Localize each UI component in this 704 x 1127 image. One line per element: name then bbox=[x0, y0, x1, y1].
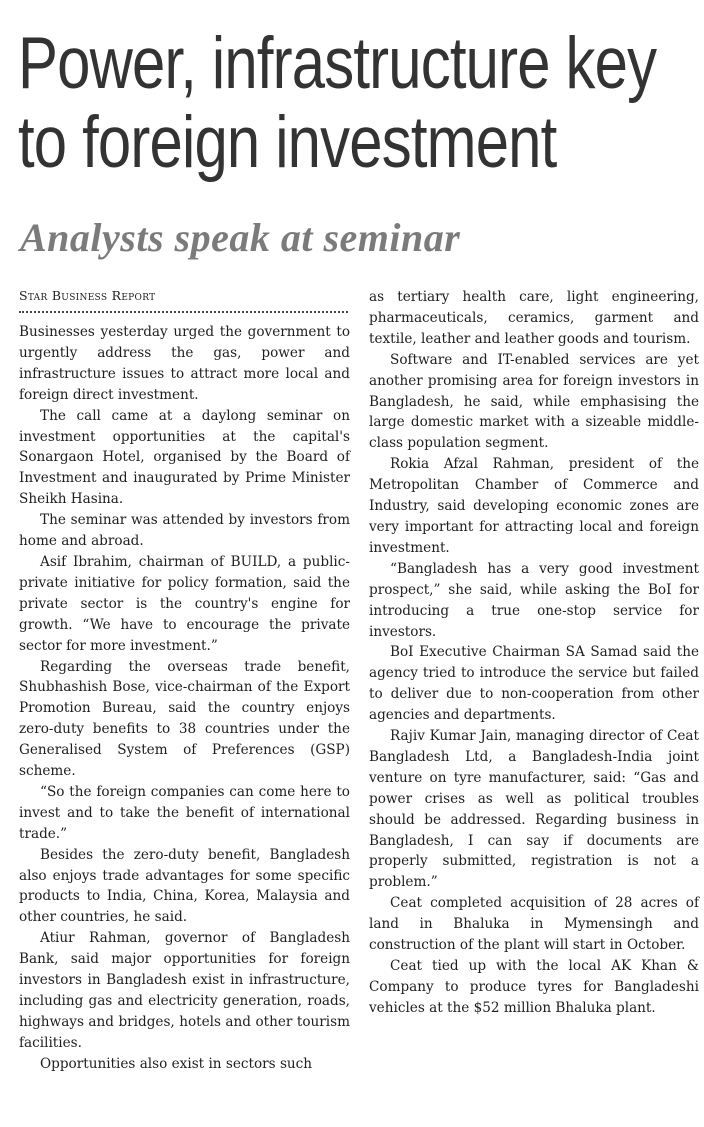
paragraph: Ceat completed acquisition of 28 acres of land in Bhaluka in Mymensingh and construction of the plant will start in October. bbox=[369, 895, 699, 954]
headline bbox=[18, 23, 657, 183]
paragraph: Ceat tied up with the local AK Khan & Company to produce tyres for Bangladeshi vehicles at the $52 million Bhaluka plant. bbox=[369, 958, 699, 1016]
paragraph: BoI Executive Chairman SA Samad said the agency tried to introduce the service but failed to deliver due to non-cooperation from other agencies and departments. bbox=[369, 644, 699, 724]
paragraph: Regarding the overseas trade benefit, Shubhashish Bose, vice-chairman of the Export Promotion Bureau, said the country enjoys zero-duty benefits to 38 countries under the Generalised System of Preferences (GSP) scheme. bbox=[19, 658, 350, 780]
article-column-left bbox=[19, 286, 350, 1075]
paragraph: Atiur Rahman, governor of Bangladesh Bank, said major opportunities for foreign investors in Bangladesh exist in infrastructure, including gas and electricity generation, roads, highways and bridges, hotels and other tourism facilities. bbox=[19, 930, 350, 1051]
paragraph: Asif Ibrahim, chairman of BUILD, a public-private initiative for policy formation, said the private sector is the country's engine for growth. “We have to encourage the private sector for more investment.” bbox=[19, 553, 350, 654]
paragraph-continued: as tertiary health care, light engineering, pharmaceuticals, ceramics, garment and textile, leather and leather goods and tourism. bbox=[369, 289, 699, 347]
paragraph: Rajiv Kumar Jain, managing director of Ceat Bangladesh Ltd, a Bangladesh-India joint venture on tyre manufacturer, said: “Gas and power crises as well as political troubles should be addressed. Regarding business in Bangladesh, I can say if documents are properly submitted, registration is not a problem.” bbox=[369, 728, 699, 891]
dotted-divider bbox=[19, 311, 348, 313]
paragraph: Businesses yesterday urged the government to urgently address the gas, power and infrastructure issues to attract more local and foreign direct investment. bbox=[19, 324, 350, 403]
subheadline: Analysts speak at seminar bbox=[20, 215, 461, 260]
paragraph: Software and IT-enabled services are yet another promising area for foreign investors in Bangladesh, he said, while emphasising the large domestic market with a sizeable middle-class population segment. bbox=[369, 351, 699, 452]
headline-line-1: Power, infrastructure key bbox=[18, 23, 657, 104]
paragraph: Rokia Afzal Rahman, president of the Metropolitan Chamber of Commerce and Industry, said developing economic zones are very important for attracting local and foreign investment. bbox=[369, 456, 699, 556]
paragraph: Besides the zero-duty benefit, Bangladesh also enjoys trade advantages for some specific products to India, China, Korea, Malaysia and other countries, he said. bbox=[19, 846, 350, 926]
paragraph: The call came at a daylong seminar on investment opportunities at the capital's Sonargaon Hotel, organised by the Board of Investment and inaugurated by Prime Minister Sheikh Hasina. bbox=[19, 407, 350, 508]
paragraph: The seminar was attended by investors from home and abroad. bbox=[19, 512, 350, 550]
article-column-right bbox=[369, 287, 699, 1019]
byline: Star Business Report bbox=[19, 288, 156, 303]
headline-line-2: to foreign investment bbox=[18, 102, 557, 183]
paragraph: Opportunities also exist in sectors such bbox=[40, 1055, 313, 1072]
paragraph: “So the foreign companies can come here to invest and to take the benefit of international trade.” bbox=[19, 783, 350, 842]
paragraph: “Bangladesh has a very good investment prospect,” she said, while asking the BoI for introducing a true one-stop service for investors. bbox=[369, 560, 699, 640]
